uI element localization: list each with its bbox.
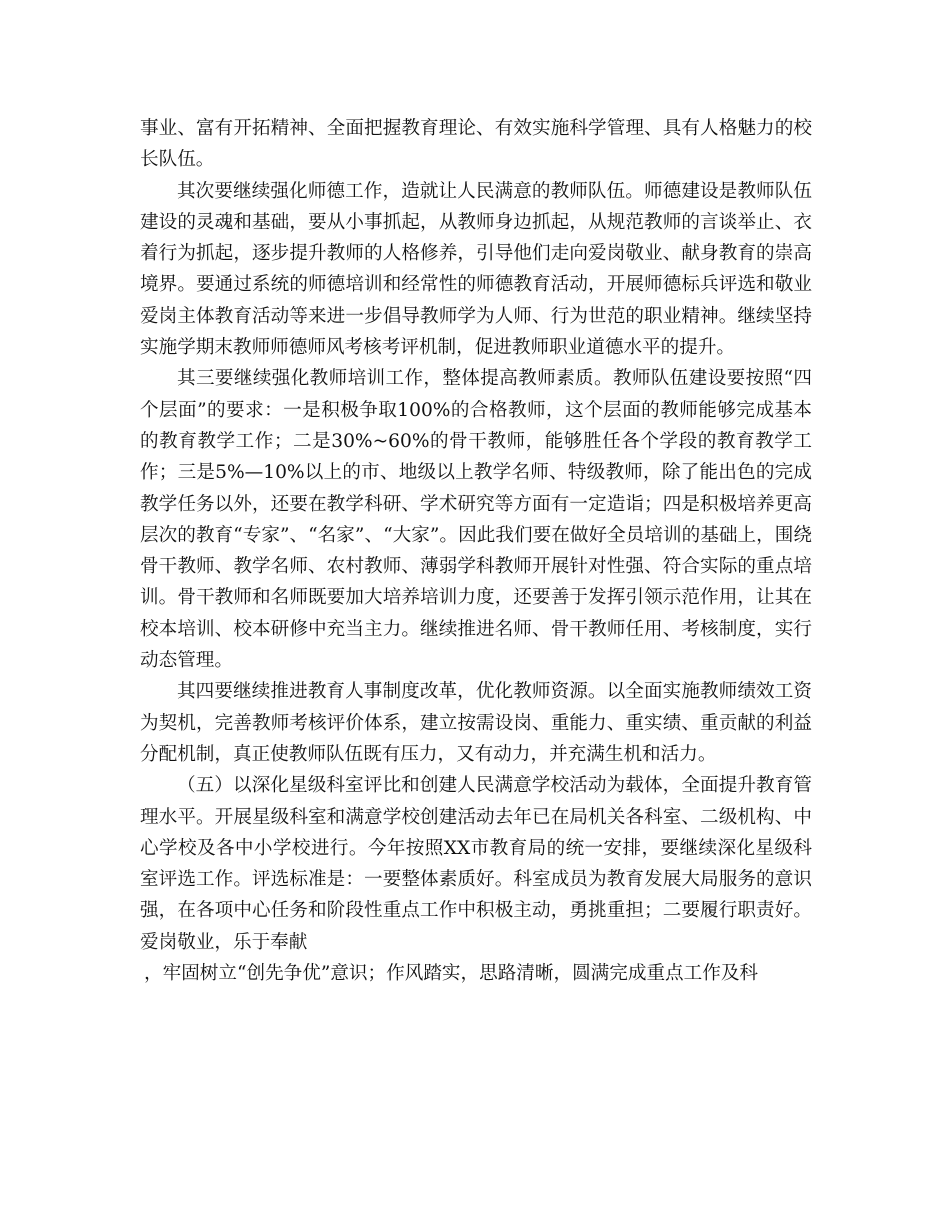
paragraph-continuation: 事业、富有开拓精神、全面把握教育理论、有效实施科学管理、具有人格魅力的校长队伍。 (140, 118, 812, 171)
paragraph-section-five: （五）以深化星级科室评比和创建人民满意学校活动为载体，全面提升教育管理水平。开展星级科室和满意学校创建活动去年已在局机关各科室、二级机构、中心学校及各中小学校进行。今年按照XX市教育局的统一安排，要继续深化星级科室评选工作。评选标准是：一要整体素质好。科室成员为教育发展大局服务的意识强，在各项中心任务和阶段性重点工作中积极主动，勇挑重担；二要履行职责好。爱岗敬业，乐于奉献 (140, 775, 812, 953)
paragraph-fragment: ，牢固树立“创先争优”意识；作风踏实，思路清晰，圆满完成重点工作及科 (144, 963, 759, 985)
paragraph-teacher-training: 其三要继续强化教师培训工作，整体提高教师素质。教师队伍建设要按照“四个层面”的要求：一是积极争取100%的合格教师，这个层面的教师能够完成基本的教育教学工作；二是30%~60%的骨干教师，能够胜任各个学段的教育教学工作；三是5%—10%以上的市、地级以上教学名师、特级教师，除了能出色的完成教学任务以外，还要在教学科研、学术研究等方面有一定造诣；四是积极培养更高层次的教育“专家”、“名家”、“大家”。因此我们要在做好全员培训的基础上，围绕骨干教师、教学名师、农村教师、薄弱学科教师开展针对性强、符合实际的重点培训。骨干教师和名师既要加大培养培训力度，还要善于发挥引领示范作用，让其在校本培训、校本研修中充当主力。继续推进名师、骨干教师任用、考核制度，实行动态管理。 (140, 368, 812, 672)
paragraph-personnel-reform: 其四要继续推进教育人事制度改革，优化教师资源。以全面实施教师绩效工资为契机，完善教师考核评价体系，建立按需设岗、重能力、重实绩、重贡献的利益分配机制，真正使教师队伍既有压力，又有动力，并充满生机和活力。 (140, 681, 812, 765)
paragraph-teacher-ethics: 其次要继续强化师德工作，造就让人民满意的教师队伍。师德建设是教师队伍建设的灵魂和基础，要从小事抓起，从教师身边抓起，从规范教师的言谈举止、衣着行为抓起，逐步提升教师的人格修养，引导他们走向爱岗敬业、献身教育的崇高境界。要通过系统的师德培训和经常性的师德教育活动，开展师德标兵评选和敬业爱岗主体教育活动等来进一步倡导教师学为人师、行为世范的职业精神。继续坚持实施学期末教师师德师风考核考评机制，促进教师职业道德水平的提升。 (140, 180, 812, 359)
document-page (140, 113, 812, 989)
